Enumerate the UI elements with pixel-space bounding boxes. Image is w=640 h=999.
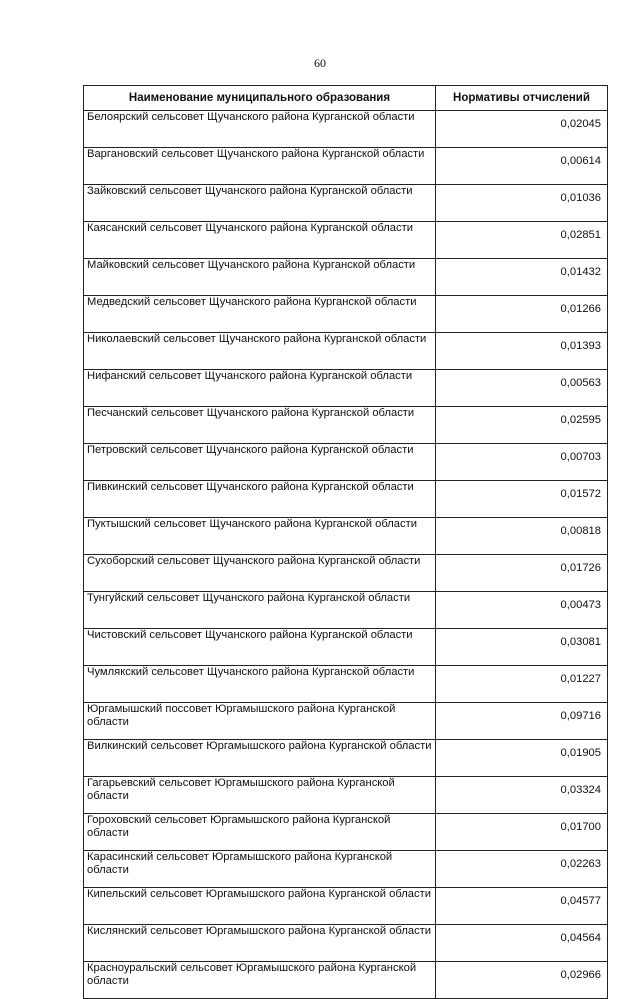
table-row xyxy=(84,740,608,777)
norm-value-cell: 0,00473 xyxy=(436,592,608,629)
table-row xyxy=(84,555,608,592)
table-row xyxy=(84,333,608,370)
table-row xyxy=(84,407,608,444)
municipality-name-cell: Красноуральский сельсовет Юргамышского района Курганской области xyxy=(84,962,436,999)
municipality-name-cell: Майковский сельсовет Щучанского района Курганской области xyxy=(84,259,436,296)
table-body xyxy=(84,111,608,999)
municipality-name-cell: Юргамышский поссовет Юргамышского района Курганской области xyxy=(84,703,436,740)
norm-value-cell: 0,04577 xyxy=(436,888,608,925)
norm-value-cell: 0,03324 xyxy=(436,777,608,814)
municipality-name-cell: Нифанский сельсовет Щучанского района Курганской области xyxy=(84,370,436,407)
table-row xyxy=(84,814,608,851)
norm-value-cell: 0,01726 xyxy=(436,555,608,592)
norm-value-cell: 0,09716 xyxy=(436,703,608,740)
municipality-name-cell: Николаевский сельсовет Щучанского района Курганской области xyxy=(84,333,436,370)
table-row xyxy=(84,370,608,407)
norm-value-cell: 0,00614 xyxy=(436,148,608,185)
norm-value-cell: 0,02851 xyxy=(436,222,608,259)
norm-value-cell: 0,02966 xyxy=(436,962,608,999)
table-row xyxy=(84,592,608,629)
municipality-name-cell: Пивкинский сельсовет Щучанского района Курганской области xyxy=(84,481,436,518)
table-row xyxy=(84,296,608,333)
column-header-norm: Нормативы отчислений xyxy=(436,86,608,111)
norm-value-cell: 0,01905 xyxy=(436,740,608,777)
table-row xyxy=(84,851,608,888)
page-number: 60 xyxy=(314,56,326,70)
table-row xyxy=(84,185,608,222)
table-row xyxy=(84,925,608,962)
municipality-name-cell: Пуктышский сельсовет Щучанского района Курганской области xyxy=(84,518,436,555)
norm-value-cell: 0,00563 xyxy=(436,370,608,407)
table-row xyxy=(84,629,608,666)
norm-value-cell: 0,01432 xyxy=(436,259,608,296)
table-row xyxy=(84,518,608,555)
norm-value-cell: 0,02595 xyxy=(436,407,608,444)
municipality-name-cell: Тунгуйский сельсовет Щучанского района Курганской области xyxy=(84,592,436,629)
table-row xyxy=(84,777,608,814)
table-row xyxy=(84,444,608,481)
norm-value-cell: 0,01036 xyxy=(436,185,608,222)
table-header-row xyxy=(84,86,608,111)
table-row xyxy=(84,666,608,703)
table-row xyxy=(84,111,608,148)
table-row xyxy=(84,962,608,999)
municipality-name-cell: Белоярский сельсовет Щучанского района Курганской области xyxy=(84,111,436,148)
norm-value-cell: 0,01266 xyxy=(436,296,608,333)
table-row xyxy=(84,888,608,925)
municipality-name-cell: Сухоборский сельсовет Щучанского района Курганской области xyxy=(84,555,436,592)
norm-value-cell: 0,01227 xyxy=(436,666,608,703)
table-row xyxy=(84,259,608,296)
table-row xyxy=(84,148,608,185)
norm-value-cell: 0,01393 xyxy=(436,333,608,370)
municipality-name-cell: Зайковский сельсовет Щучанского района Курганской области xyxy=(84,185,436,222)
norm-value-cell: 0,01700 xyxy=(436,814,608,851)
norm-value-cell: 0,00818 xyxy=(436,518,608,555)
norm-value-cell: 0,01572 xyxy=(436,481,608,518)
table-row xyxy=(84,481,608,518)
norm-value-cell: 0,00703 xyxy=(436,444,608,481)
municipality-name-cell: Песчанский сельсовет Щучанского района Курганской области xyxy=(84,407,436,444)
column-header-name: Наименование муниципального образования xyxy=(84,86,436,111)
norm-value-cell: 0,02045 xyxy=(436,111,608,148)
municipality-name-cell: Варгановский сельсовет Щучанского района Курганской области xyxy=(84,148,436,185)
municipality-name-cell: Петровский сельсовет Щучанского района Курганской области xyxy=(84,444,436,481)
norm-value-cell: 0,04564 xyxy=(436,925,608,962)
municipality-name-cell: Карасинский сельсовет Юргамышского района Курганской области xyxy=(84,851,436,888)
municipality-name-cell: Кислянский сельсовет Юргамышского района Курганской области xyxy=(84,925,436,962)
norm-value-cell: 0,03081 xyxy=(436,629,608,666)
table-row xyxy=(84,222,608,259)
municipality-name-cell: Чумлякский сельсовет Щучанского района Курганской области xyxy=(84,666,436,703)
municipality-name-cell: Вилкинский сельсовет Юргамышского района Курганской области xyxy=(84,740,436,777)
table-row xyxy=(84,703,608,740)
municipality-name-cell: Гороховский сельсовет Юргамышского района Курганской области xyxy=(84,814,436,851)
allocation-norms-table xyxy=(83,85,608,999)
municipality-name-cell: Чистовский сельсовет Щучанского района Курганской области xyxy=(84,629,436,666)
municipality-name-cell: Гагарьевский сельсовет Юргамышского района Курганской области xyxy=(84,777,436,814)
municipality-name-cell: Медведский сельсовет Щучанского района Курганской области xyxy=(84,296,436,333)
municipality-name-cell: Каясанский сельсовет Щучанского района Курганской области xyxy=(84,222,436,259)
municipality-name-cell: Кипельский сельсовет Юргамышского района Курганской области xyxy=(84,888,436,925)
norm-value-cell: 0,02263 xyxy=(436,851,608,888)
